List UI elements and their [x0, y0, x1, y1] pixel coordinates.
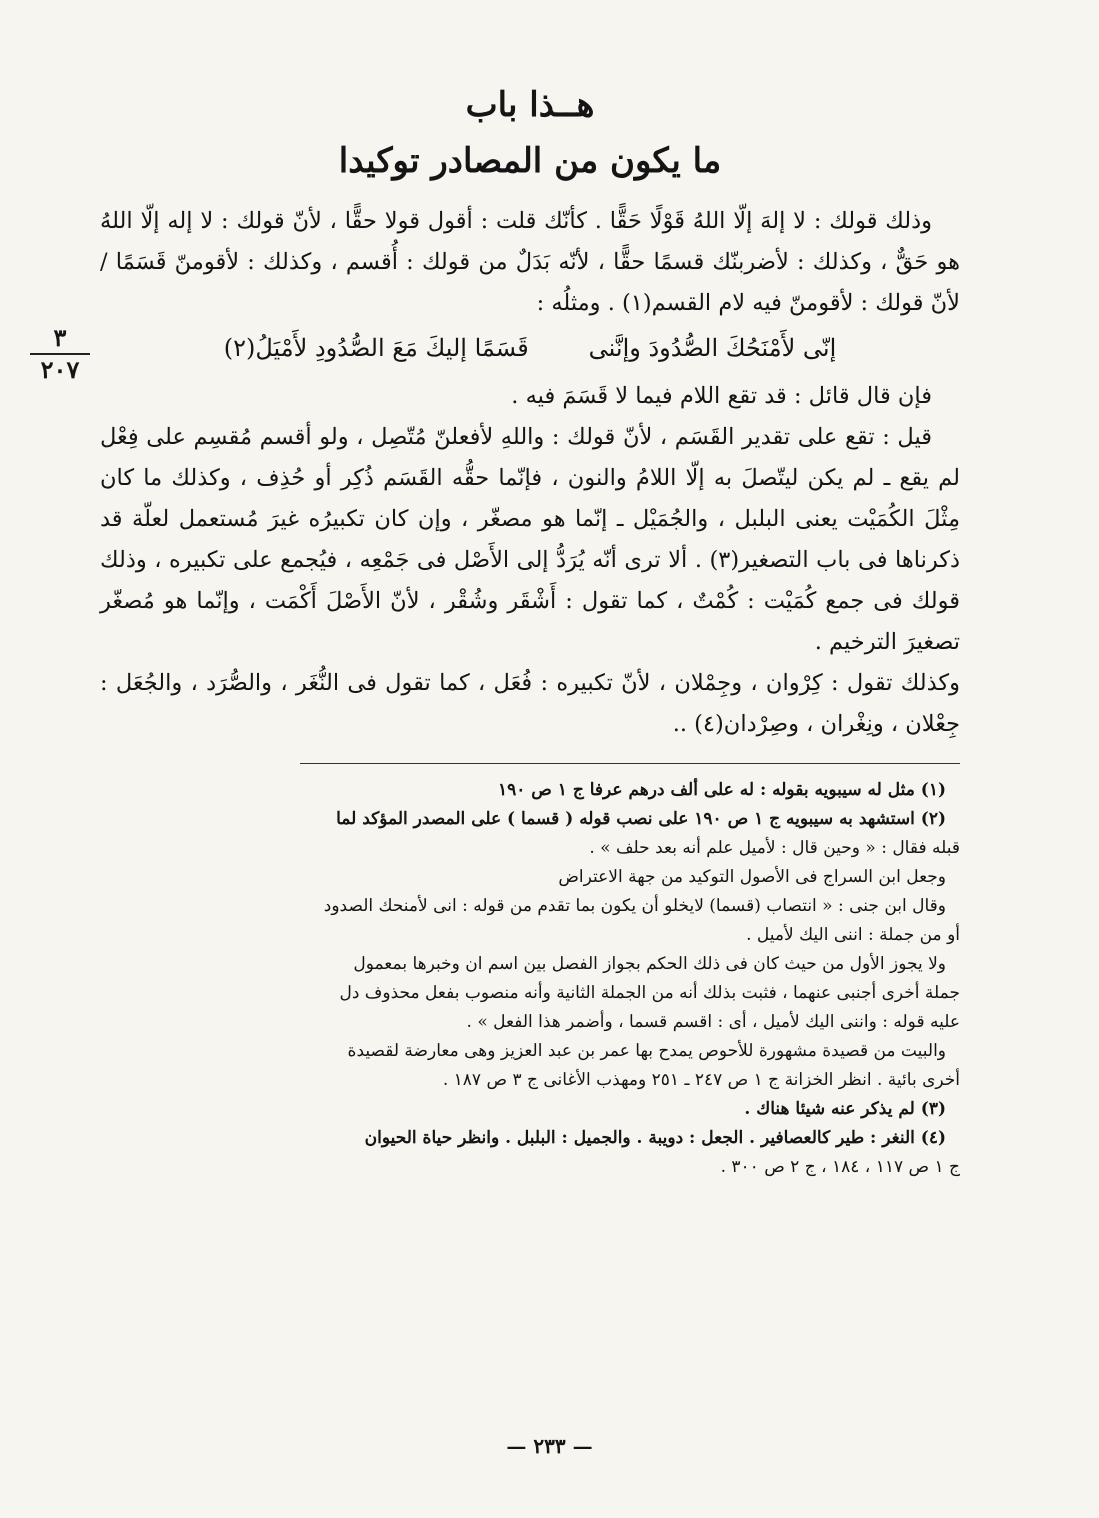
chapter-subheading: ما يكون من المصادر توكيدا: [338, 141, 722, 181]
footnotes: [100, 776, 960, 1182]
page-content: [100, 85, 960, 1485]
footnote-2-line: عليه قوله : واننى اليك لأميل ، أى : اقسم قسما ، وأضمر هذا الفعل » .: [466, 1012, 960, 1032]
poetry-verse: [100, 326, 960, 370]
footnote-2-line: قبله فقال : « وحين قال : لأميل علم أنه بعد حلف » .: [589, 838, 960, 858]
footnote-2-line: (٢) استشهد به سيبويه ج ١ ص ١٩٠ على نصب قوله ( قسما ) على المصدر المؤكد لما: [336, 809, 946, 829]
chapter-heading: هــذا باب: [465, 85, 595, 125]
footnote-2-line: ولا يجوز الأول من حيث كان فى ذلك الحكم بجواز الفصل بين اسم ان وخبرها بمعمول: [353, 954, 946, 974]
verse-second-hemistich: قَسَمًا إليكَ مَعَ الصُّدُودِ لأَمْيَلُ(٢): [223, 334, 529, 362]
footnote-2-line: أو من جملة : اننى اليك لأميل .: [746, 925, 960, 945]
paragraph-3: قيل : تقع على تقدير القَسَم ، لأنّ قولك : واللهِ لأفعلنّ مُتّصِل ، ولو أقسم مُقسِم على فِعْل لم يقع ـ لم يكن ليتّصلَ به إلّا اللامُ والنون ، فإنّما حقُّه القَسَم ذُكِر أو حُذِف ، وكذلك ما كان مِثْلَ الكُمَيْت يعنى البلبل ، والجُمَيْل ـ إنّما هو مصغّر ، وإن كان تكبيرُه غيرَ مُستعمل لعلّة قد ذكرناها فى باب التصغير(٣) . ألا ترى أنّه يُرَدُّ إلى الأَصْل فى جَمْعِه ، فيُجمع على تكبيره ، وذلك قولك فى جمع كُمَيْت : كُمْتٌ ، كما تقول : أَشْقَر وشُقْر ، لأنّ الأَصْلَ أَكْمَت ، وإنّما هو مُصغّر تصغيرَ الترخيم .: [100, 424, 960, 655]
paragraph-4: وكذلك تقول : كِرْوان ، وجِمْلان ، لأنّ تكبيره : فُعَل ، كما تقول فى النُّغَر ، والصُّرَد ، والجُعَل : جِعْلان ، ونِغْران ، وصِرْدان(٤) ..: [100, 670, 960, 737]
footnote-2-line: أخرى بائية . انظر الخزانة ج ١ ص ٢٤٧ ـ ٢٥١ ومهذب الأغانى ج ٣ ص ١٨٧ .: [442, 1070, 960, 1090]
footnote-2-line: جملة أخرى أجنبى عنهما ، فثبت بذلك أنه من الجملة الثانية وأنه منصوب بفعل محذوف دل: [339, 983, 960, 1003]
footnote-2-line: والبيت من قصيدة مشهورة للأحوص يمدح بها عمر بن عبد العزيز وهى معارضة لقصيدة: [347, 1041, 946, 1061]
margin-reference-top: ٣: [53, 323, 67, 352]
verse-first-hemistich: إنّى لأَمْنَحُكَ الصُّدُودَ وإنَّنى: [588, 334, 837, 362]
footnote-3: (٣) لم يذكر عنه شيئا هناك .: [744, 1099, 946, 1119]
footnote-divider: [300, 763, 960, 764]
footnote-2-line: وجعل ابن السراج فى الأصول التوكيد من جهة الاعتراض: [558, 867, 946, 887]
footnote-4-line: (٤) النغر : طير كالعصافير . الجعل : دويبة . والجميل : البلبل . وانظر حياة الحيوان: [364, 1128, 946, 1148]
footnote-4-line: ج ١ ص ١١٧ ، ١٨٤ ، ج ٢ ص ٣٠٠ .: [720, 1157, 960, 1177]
paragraph-1: وذلك قولك : لا إلهَ إلّا اللهُ قَوْلًا حَقًّا . كأنّك قلت : أقول قولا حقًّا ، لأنّ قولك : لا إله إلّا اللهُ هو حَقٌّ ، وكذلك : لأضربنّك قسمًا حقًّا ، لأنّه بَدَلٌ من قولك : أُقسم ، وكذلك : لأقومنّ قَسَمًا / لأنّ قولك : لأقومنّ فيه لام القسم(١) . ومثلُه :: [100, 208, 960, 316]
footnote-1: (١) مثل له سيبويه بقوله : له على ألف درهم عرفا ج ١ ص ١٩٠: [497, 780, 946, 800]
paragraph-2: فإن قال قائل : قد تقع اللام فيما لا قَسَمَ فيه .: [511, 383, 932, 409]
footnote-2-line: وقال ابن جنى : « انتصاب (قسما) لايخلو أن يكون بما تقدم من قوله : انى لأمنحك الصدود: [323, 896, 946, 916]
margin-reference-bottom: ٢٠٧: [40, 355, 80, 384]
margin-reference: [30, 325, 90, 383]
page-number: — ٢٣٣ —: [506, 1434, 593, 1458]
